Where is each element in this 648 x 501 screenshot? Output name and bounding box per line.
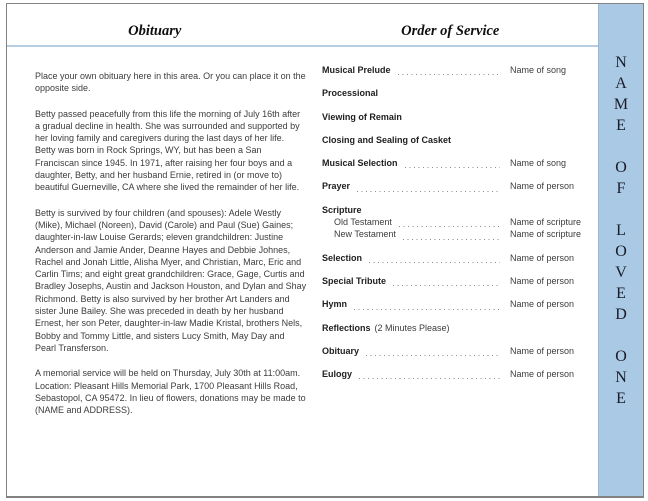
order-row-eulogy <box>322 369 592 381</box>
order-item-value: Name of person <box>510 369 575 380</box>
order-item-label: Eulogy <box>322 369 353 380</box>
order-item-label: Selection <box>322 252 363 263</box>
order-item-label: Musical Prelude <box>322 65 391 75</box>
order-item-label: Viewing of Remain <box>322 111 402 122</box>
obituary-paragraph: Place your own obituary here in this area. Or you can place it on the opposite side. <box>35 71 306 94</box>
order-row-viewing-of-remain <box>322 112 592 124</box>
order-item-value: Name of person <box>510 275 575 286</box>
order-row-scripture <box>322 205 592 217</box>
dotted-leader <box>357 191 500 192</box>
loved-one-name-sidebar <box>598 4 643 496</box>
order-row-selection <box>322 253 592 265</box>
order-row-musical-selection <box>322 158 592 170</box>
obituary-paragraph: A memorial service will be held on Thursday, July 30th at 11:00am. Location: Pleasant Hills Memorial Park, 1700 Pleasant Hills Road, Sebastopol, CA 95472. In lieu of flowers, donations may be made to (NAME and ADDRESS). <box>35 368 306 416</box>
order-row-closing-casket <box>322 135 592 147</box>
order-item-note: (2 Minutes Please) <box>374 322 450 333</box>
order-item-label: Closing and Sealing of Casket <box>322 134 452 145</box>
order-row-obituary <box>322 346 592 358</box>
order-of-service-title: Order of Service <box>401 23 500 39</box>
order-item-label: Old Testament <box>334 217 392 228</box>
order-item-label: Scripture <box>322 204 362 215</box>
order-item-value: Name of scripture <box>510 217 582 228</box>
order-item-label: Musical Selection <box>322 158 398 169</box>
page-header <box>7 4 598 47</box>
order-item-label: Reflections <box>322 322 371 333</box>
dotted-leader <box>403 239 500 240</box>
order-row-hymn <box>322 299 592 311</box>
order-item-value: Name of song <box>510 65 567 75</box>
order-item-value: Name of person <box>510 252 575 263</box>
obituary-text-column <box>35 70 307 429</box>
order-item-value: Name of person <box>510 345 575 356</box>
dotted-leader <box>354 309 500 310</box>
order-item-label: Prayer <box>322 181 351 192</box>
order-item-value: Name of song <box>510 158 567 169</box>
order-row-old-testament <box>322 217 592 229</box>
order-item-value: Name of scripture <box>510 229 582 240</box>
dotted-leader <box>399 226 500 227</box>
order-item-label: New Testament <box>334 229 396 240</box>
order-row-musical-prelude <box>322 65 592 77</box>
order-item-value: Name of person <box>510 299 575 310</box>
order-row-special-tribute <box>322 276 592 288</box>
order-item-label: Hymn <box>322 299 348 310</box>
dotted-leader <box>366 355 500 356</box>
obituary-title: Obituary <box>128 23 182 39</box>
obituary-paragraph: Betty is survived by four children (and spouses): Adele Westly (Mike), Michael (Noreen), David (Carole) and Paul (Sue) Gaines; daughter-in-law Louise Gerards; eleven grandchildren: Justine Anderson and Jamie Ander, Deanne Hayes and Debbie Johnes, Rachel and Jonah Little, Alisha Myer, and Christian, Marc, Eric and Carlin Tims; and eight great grandchildren: Grace, Gage, Curtis and Bradley Josephs, Austin and Jackson Houston, and Dylan and Shay Richmond. Betty is also survived by her brother Art Landers and sister June Bailey. She was preceded in death by her husband Ernest, her son Peter, daughter-in-law Madie Kristal, brothers Nels, Bobby and Tommy Little, and sisters Lucy Smith, May Day and Pearl Transferson. <box>35 207 307 353</box>
dotted-leader <box>398 74 500 75</box>
order-item-label: Processional <box>322 88 379 99</box>
program-page <box>6 3 644 498</box>
obituary-paragraph: Betty passed peacefully from this life the morning of July 16th after a gradual decline in health. She was surrounded and supported by her loving family and caregivers during the last days of her life. Betty was born in Rock Springs, WY, but has been a San Franciscan since 1945. In 1971, after raising her four boys and a daughter, Betty, and her husband Ernie, retired in (or move to) beautiful Guerneville, CA where she lived the remainder of her life. <box>35 108 301 193</box>
loved-one-name-vertical-text: N A M E O F L O V E D O N E <box>613 54 629 407</box>
order-of-service-column <box>322 65 592 392</box>
dotted-leader <box>359 378 500 379</box>
order-row-processional <box>322 88 592 100</box>
dotted-leader <box>369 262 500 263</box>
order-row-new-testament <box>322 229 592 241</box>
order-item-label: Special Tribute <box>322 275 387 286</box>
dotted-leader <box>405 167 500 168</box>
order-row-reflections <box>322 323 592 335</box>
order-item-label: Obituary <box>322 345 360 356</box>
order-item-value: Name of person <box>510 181 575 192</box>
order-row-prayer <box>322 181 592 193</box>
dotted-leader <box>393 285 500 286</box>
